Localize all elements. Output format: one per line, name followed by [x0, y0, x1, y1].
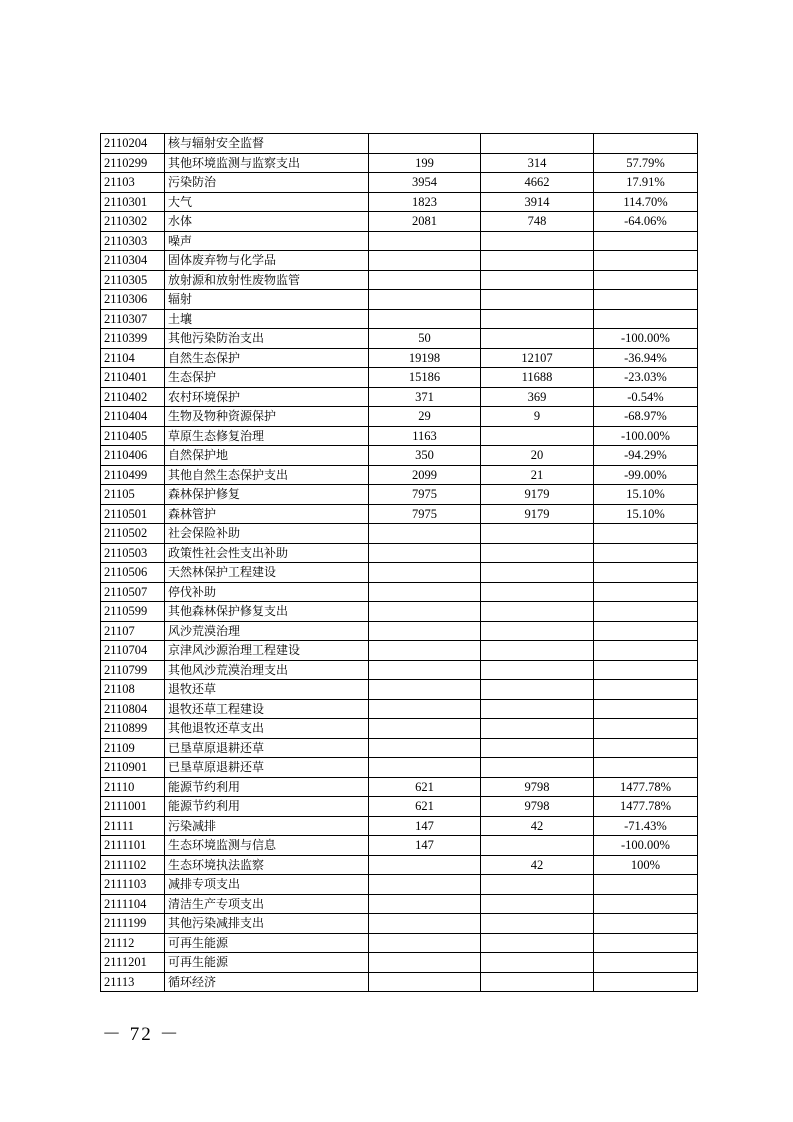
cell-name: 退牧还草工程建设	[165, 699, 369, 719]
cell-value-2	[481, 563, 594, 583]
cell-code: 21105	[101, 485, 165, 505]
cell-value-2: 20	[481, 446, 594, 466]
cell-value-1	[369, 563, 481, 583]
table-row	[101, 719, 698, 739]
cell-change-pct	[594, 953, 698, 973]
table-row	[101, 777, 698, 797]
table-row	[101, 738, 698, 758]
table-row	[101, 680, 698, 700]
cell-value-2	[481, 660, 594, 680]
table-row	[101, 816, 698, 836]
cell-name: 大气	[165, 192, 369, 212]
table-row	[101, 368, 698, 388]
table-row	[101, 153, 698, 173]
cell-value-2	[481, 933, 594, 953]
cell-code: 2110303	[101, 231, 165, 251]
cell-code: 21112	[101, 933, 165, 953]
table-row	[101, 329, 698, 349]
cell-code: 2110506	[101, 563, 165, 583]
cell-value-2	[481, 270, 594, 290]
cell-change-pct: 17.91%	[594, 173, 698, 193]
table-row	[101, 270, 698, 290]
cell-change-pct	[594, 699, 698, 719]
cell-name: 生物及物种资源保护	[165, 407, 369, 427]
cell-value-2	[481, 329, 594, 349]
cell-value-1	[369, 602, 481, 622]
cell-code: 2110402	[101, 387, 165, 407]
cell-value-1: 2099	[369, 465, 481, 485]
cell-value-1	[369, 251, 481, 271]
cell-value-2	[481, 251, 594, 271]
cell-code: 21104	[101, 348, 165, 368]
table-row	[101, 173, 698, 193]
cell-change-pct	[594, 621, 698, 641]
cell-name: 能源节约利用	[165, 777, 369, 797]
cell-code: 21107	[101, 621, 165, 641]
cell-code: 2110204	[101, 134, 165, 154]
cell-value-1: 7975	[369, 485, 481, 505]
cell-value-1	[369, 972, 481, 992]
table-row	[101, 348, 698, 368]
table-body	[101, 134, 698, 992]
cell-change-pct: 15.10%	[594, 504, 698, 524]
cell-change-pct	[594, 894, 698, 914]
cell-value-1	[369, 543, 481, 563]
cell-code: 2110799	[101, 660, 165, 680]
cell-change-pct	[594, 680, 698, 700]
cell-change-pct	[594, 875, 698, 895]
cell-change-pct: -100.00%	[594, 329, 698, 349]
cell-value-2: 21	[481, 465, 594, 485]
table-row	[101, 465, 698, 485]
cell-change-pct: 100%	[594, 855, 698, 875]
table-row	[101, 894, 698, 914]
cell-code: 21103	[101, 173, 165, 193]
cell-change-pct: 1477.78%	[594, 777, 698, 797]
cell-name: 森林管护	[165, 504, 369, 524]
cell-code: 2110507	[101, 582, 165, 602]
cell-name: 其他森林保护修复支出	[165, 602, 369, 622]
cell-code: 2110404	[101, 407, 165, 427]
cell-code: 2111101	[101, 836, 165, 856]
cell-name: 循环经济	[165, 972, 369, 992]
cell-value-1	[369, 758, 481, 778]
cell-code: 2110499	[101, 465, 165, 485]
cell-code: 2111001	[101, 797, 165, 817]
cell-value-1: 2081	[369, 212, 481, 232]
cell-value-2	[481, 719, 594, 739]
cell-change-pct	[594, 290, 698, 310]
table-row	[101, 426, 698, 446]
cell-code: 2110599	[101, 602, 165, 622]
cell-value-1	[369, 738, 481, 758]
cell-code: 2110804	[101, 699, 165, 719]
cell-name: 其他环境监测与监察支出	[165, 153, 369, 173]
cell-name: 其他污染防治支出	[165, 329, 369, 349]
cell-code: 2111104	[101, 894, 165, 914]
cell-name: 其他风沙荒漠治理支出	[165, 660, 369, 680]
cell-value-2	[481, 290, 594, 310]
cell-name: 清洁生产专项支出	[165, 894, 369, 914]
cell-value-2	[481, 914, 594, 934]
cell-value-2	[481, 894, 594, 914]
cell-value-2: 9798	[481, 777, 594, 797]
table-row	[101, 407, 698, 427]
cell-value-1: 147	[369, 836, 481, 856]
cell-value-1	[369, 290, 481, 310]
cell-name: 退牧还草	[165, 680, 369, 700]
cell-code: 2110305	[101, 270, 165, 290]
cell-value-2	[481, 680, 594, 700]
cell-value-2: 9179	[481, 485, 594, 505]
cell-name: 自然保护地	[165, 446, 369, 466]
cell-name: 已垦草原退耕还草	[165, 738, 369, 758]
cell-change-pct	[594, 660, 698, 680]
cell-code: 2110899	[101, 719, 165, 739]
cell-change-pct	[594, 134, 698, 154]
cell-name: 固体废弃物与化学品	[165, 251, 369, 271]
table-row	[101, 251, 698, 271]
cell-change-pct: -64.06%	[594, 212, 698, 232]
cell-change-pct	[594, 543, 698, 563]
table-row	[101, 309, 698, 329]
cell-value-1	[369, 875, 481, 895]
table-row	[101, 914, 698, 934]
table-row	[101, 134, 698, 154]
cell-value-2	[481, 738, 594, 758]
table-row	[101, 875, 698, 895]
cell-value-2	[481, 524, 594, 544]
cell-name: 天然林保护工程建设	[165, 563, 369, 583]
cell-change-pct	[594, 251, 698, 271]
cell-value-1	[369, 914, 481, 934]
cell-value-2: 3914	[481, 192, 594, 212]
cell-value-2: 9798	[481, 797, 594, 817]
cell-name: 农村环境保护	[165, 387, 369, 407]
cell-code: 2110304	[101, 251, 165, 271]
cell-value-1: 29	[369, 407, 481, 427]
cell-value-2	[481, 875, 594, 895]
table-row	[101, 797, 698, 817]
cell-code: 2111201	[101, 953, 165, 973]
cell-change-pct: -71.43%	[594, 816, 698, 836]
cell-change-pct	[594, 972, 698, 992]
cell-value-1	[369, 582, 481, 602]
cell-value-1: 199	[369, 153, 481, 173]
table-row	[101, 446, 698, 466]
cell-code: 2111102	[101, 855, 165, 875]
cell-change-pct: -36.94%	[594, 348, 698, 368]
cell-value-2: 9	[481, 407, 594, 427]
cell-value-1: 50	[369, 329, 481, 349]
cell-change-pct: 114.70%	[594, 192, 698, 212]
cell-change-pct	[594, 641, 698, 661]
cell-name: 生态环境监测与信息	[165, 836, 369, 856]
cell-change-pct: -68.97%	[594, 407, 698, 427]
cell-change-pct	[594, 914, 698, 934]
cell-code: 2111199	[101, 914, 165, 934]
table-row	[101, 602, 698, 622]
cell-value-2	[481, 953, 594, 973]
cell-value-1	[369, 641, 481, 661]
cell-value-2: 12107	[481, 348, 594, 368]
cell-value-2	[481, 134, 594, 154]
table-row	[101, 387, 698, 407]
table-row	[101, 660, 698, 680]
cell-change-pct	[594, 719, 698, 739]
cell-name: 生态保护	[165, 368, 369, 388]
cell-code: 2110302	[101, 212, 165, 232]
cell-value-1: 15186	[369, 368, 481, 388]
table-row	[101, 699, 698, 719]
cell-value-2	[481, 758, 594, 778]
cell-change-pct	[594, 231, 698, 251]
cell-change-pct: -23.03%	[594, 368, 698, 388]
table-row	[101, 192, 698, 212]
cell-value-1	[369, 524, 481, 544]
cell-name: 其他污染减排支出	[165, 914, 369, 934]
table-row	[101, 563, 698, 583]
cell-change-pct	[594, 602, 698, 622]
cell-code: 2110503	[101, 543, 165, 563]
cell-value-2: 314	[481, 153, 594, 173]
cell-name: 能源节约利用	[165, 797, 369, 817]
table-row	[101, 543, 698, 563]
cell-code: 2110405	[101, 426, 165, 446]
cell-name: 放射源和放射性废物监管	[165, 270, 369, 290]
cell-code: 2110704	[101, 641, 165, 661]
cell-code: 2110406	[101, 446, 165, 466]
cell-code: 2110306	[101, 290, 165, 310]
budget-table	[100, 133, 698, 992]
cell-change-pct: 1477.78%	[594, 797, 698, 817]
cell-change-pct	[594, 933, 698, 953]
cell-value-1	[369, 660, 481, 680]
table-row	[101, 641, 698, 661]
cell-value-1	[369, 719, 481, 739]
cell-value-1	[369, 270, 481, 290]
cell-value-2: 369	[481, 387, 594, 407]
cell-value-1	[369, 933, 481, 953]
cell-change-pct	[594, 309, 698, 329]
cell-code: 21110	[101, 777, 165, 797]
cell-change-pct: -100.00%	[594, 426, 698, 446]
cell-change-pct: 57.79%	[594, 153, 698, 173]
cell-code: 2110401	[101, 368, 165, 388]
cell-change-pct	[594, 582, 698, 602]
cell-value-2	[481, 602, 594, 622]
cell-name: 水体	[165, 212, 369, 232]
cell-value-1	[369, 231, 481, 251]
cell-value-2: 42	[481, 816, 594, 836]
table-row	[101, 855, 698, 875]
cell-value-2	[481, 543, 594, 563]
cell-name: 可再生能源	[165, 933, 369, 953]
cell-name: 土壤	[165, 309, 369, 329]
table-row	[101, 953, 698, 973]
cell-change-pct	[594, 758, 698, 778]
cell-value-1	[369, 134, 481, 154]
cell-code: 2110502	[101, 524, 165, 544]
table-row	[101, 485, 698, 505]
cell-value-2	[481, 836, 594, 856]
table-row	[101, 621, 698, 641]
cell-name: 已垦草原退耕还草	[165, 758, 369, 778]
cell-code: 2111103	[101, 875, 165, 895]
cell-value-1: 147	[369, 816, 481, 836]
cell-code: 21111	[101, 816, 165, 836]
cell-value-1: 621	[369, 777, 481, 797]
cell-name: 污染防治	[165, 173, 369, 193]
cell-code: 2110307	[101, 309, 165, 329]
cell-code: 21113	[101, 972, 165, 992]
cell-change-pct: -94.29%	[594, 446, 698, 466]
cell-value-1	[369, 621, 481, 641]
cell-value-2: 42	[481, 855, 594, 875]
cell-value-2	[481, 972, 594, 992]
table-row	[101, 524, 698, 544]
cell-code: 2110901	[101, 758, 165, 778]
table-row	[101, 836, 698, 856]
cell-value-1: 7975	[369, 504, 481, 524]
table-row	[101, 290, 698, 310]
cell-value-1: 19198	[369, 348, 481, 368]
cell-code: 2110501	[101, 504, 165, 524]
cell-value-1: 1823	[369, 192, 481, 212]
cell-value-1: 350	[369, 446, 481, 466]
cell-name: 噪声	[165, 231, 369, 251]
cell-change-pct	[594, 563, 698, 583]
cell-value-2	[481, 699, 594, 719]
table-row	[101, 933, 698, 953]
table-row	[101, 212, 698, 232]
cell-name: 生态环境执法监察	[165, 855, 369, 875]
cell-value-1	[369, 309, 481, 329]
cell-value-2	[481, 231, 594, 251]
table-row	[101, 231, 698, 251]
cell-name: 京津风沙源治理工程建设	[165, 641, 369, 661]
cell-value-1	[369, 680, 481, 700]
table-row	[101, 758, 698, 778]
cell-name: 辐射	[165, 290, 369, 310]
cell-name: 政策性社会性支出补助	[165, 543, 369, 563]
cell-name: 核与辐射安全监督	[165, 134, 369, 154]
cell-name: 污染减排	[165, 816, 369, 836]
cell-code: 21109	[101, 738, 165, 758]
cell-value-2	[481, 582, 594, 602]
cell-value-1: 371	[369, 387, 481, 407]
cell-name: 停伐补助	[165, 582, 369, 602]
table-row	[101, 504, 698, 524]
cell-value-1	[369, 894, 481, 914]
cell-value-2	[481, 641, 594, 661]
cell-value-2: 9179	[481, 504, 594, 524]
cell-change-pct: -99.00%	[594, 465, 698, 485]
cell-name: 其他退牧还草支出	[165, 719, 369, 739]
cell-value-1: 1163	[369, 426, 481, 446]
cell-change-pct: -0.54%	[594, 387, 698, 407]
page-number: － 72 －	[102, 1024, 181, 1045]
cell-value-1	[369, 699, 481, 719]
cell-change-pct	[594, 738, 698, 758]
cell-name: 草原生态修复治理	[165, 426, 369, 446]
cell-value-1: 621	[369, 797, 481, 817]
cell-change-pct: -100.00%	[594, 836, 698, 856]
cell-value-2: 748	[481, 212, 594, 232]
cell-name: 森林保护修复	[165, 485, 369, 505]
cell-value-1	[369, 855, 481, 875]
cell-value-2: 4662	[481, 173, 594, 193]
cell-value-2	[481, 426, 594, 446]
cell-change-pct	[594, 524, 698, 544]
cell-value-2: 11688	[481, 368, 594, 388]
cell-name: 可再生能源	[165, 953, 369, 973]
table-row	[101, 582, 698, 602]
cell-code: 2110299	[101, 153, 165, 173]
cell-name: 风沙荒漠治理	[165, 621, 369, 641]
cell-value-2	[481, 309, 594, 329]
cell-value-1	[369, 953, 481, 973]
cell-code: 21108	[101, 680, 165, 700]
cell-code: 2110399	[101, 329, 165, 349]
cell-change-pct	[594, 270, 698, 290]
cell-name: 其他自然生态保护支出	[165, 465, 369, 485]
cell-change-pct: 15.10%	[594, 485, 698, 505]
cell-code: 2110301	[101, 192, 165, 212]
cell-name: 自然生态保护	[165, 348, 369, 368]
cell-name: 社会保险补助	[165, 524, 369, 544]
cell-value-2	[481, 621, 594, 641]
table-row	[101, 972, 698, 992]
cell-value-1: 3954	[369, 173, 481, 193]
cell-name: 减排专项支出	[165, 875, 369, 895]
